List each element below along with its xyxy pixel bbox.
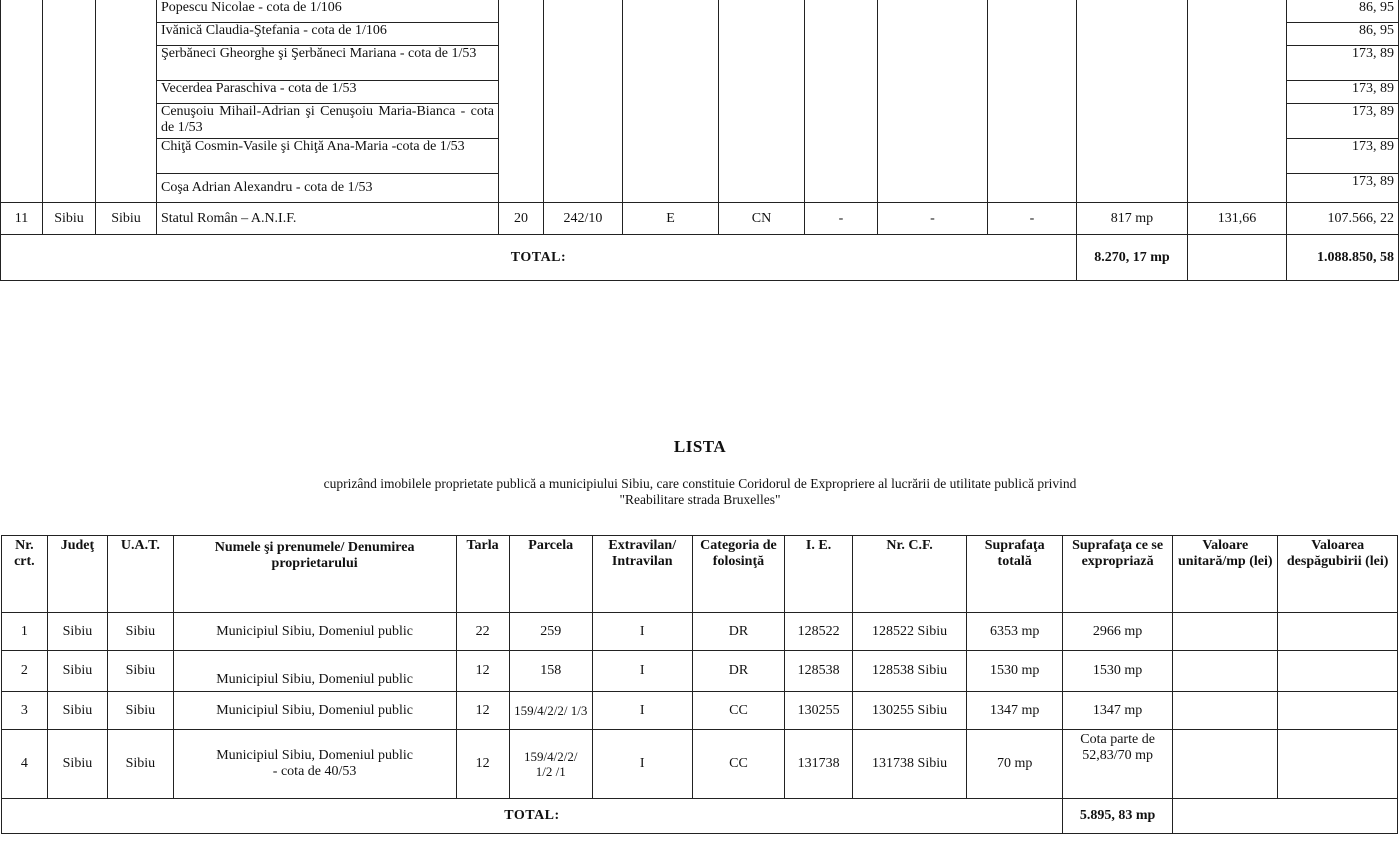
owner-name: Statul Român – A.N.I.F.: [157, 203, 499, 235]
total-row: [1, 235, 1399, 281]
total-label: TOTAL:: [2, 799, 1063, 834]
unit-value-cell: [1173, 730, 1278, 799]
owner-name: Municipiul Sibiu, Domeniul public - cota de 40/53: [173, 730, 456, 799]
header-owner: Numele şi prenumele/ Denumirea proprietarului: [173, 536, 456, 613]
header-uat: U.A.T.: [108, 536, 174, 613]
categoria-cell: CC: [692, 730, 785, 799]
total-row: [2, 799, 1398, 834]
surface-expropriated-cell: 2966 mp: [1062, 613, 1172, 651]
header-compensation: Valoarea despăgubirii (lei): [1278, 536, 1398, 613]
total-surface: 5.895, 83 mp: [1062, 799, 1172, 834]
categoria-cell: DR: [692, 651, 785, 692]
surface-total-cell: 1530 mp: [967, 651, 1063, 692]
extravilan-cell: I: [592, 730, 692, 799]
owner-value: 86, 95: [1287, 23, 1399, 46]
parcela-cell: 242/10: [544, 203, 623, 235]
owner-name: Ivănică Claudia-Ştefania - cota de 1/106: [157, 23, 499, 46]
nr-cell: 2: [2, 651, 48, 692]
nr-cell: 11: [1, 203, 43, 235]
nr-cell: [1, 0, 43, 203]
judet-cell: [43, 0, 96, 203]
unit-value-cell: [1173, 613, 1278, 651]
cf-cell: 130255 Sibiu: [852, 692, 966, 730]
extravilan-cell: I: [592, 613, 692, 651]
extravilan-cell: I: [592, 651, 692, 692]
document-subtitle: [0, 476, 1400, 508]
header-tarla: Tarla: [456, 536, 509, 613]
tarla-cell: 12: [456, 730, 509, 799]
surface-expropriated-cell: Cota parte de 52,83/70 mp: [1062, 730, 1172, 799]
table-row: [2, 613, 1398, 651]
uat-cell: Sibiu: [108, 613, 174, 651]
total-label: TOTAL:: [1, 235, 1077, 281]
judet-cell: Sibiu: [47, 730, 107, 799]
owner-value: 173, 89: [1287, 104, 1399, 139]
public-property-table: [1, 535, 1398, 834]
subtitle-line-1: cuprizând imobilele proprietate publică a municipiului Sibiu, care constituie Coridorul de Expropriere al lucrării de utilitate publică privind: [323, 476, 1077, 491]
compensation-cell: [1278, 692, 1398, 730]
nr-cell: 3: [2, 692, 48, 730]
parcela-cell: 159/4/2/2/ 1/2 /1: [509, 730, 592, 799]
header-surface-total: Suprafaţa totală: [967, 536, 1063, 613]
ie-cell: 130255: [785, 692, 853, 730]
header-ie: I. E.: [785, 536, 853, 613]
compensation-cell: [1278, 730, 1398, 799]
ie-cell: 128522: [785, 613, 853, 651]
owner-value: 173, 89: [1287, 139, 1399, 174]
judet-cell: Sibiu: [47, 651, 107, 692]
table-row: [2, 730, 1398, 799]
cf-cell: 131738 Sibiu: [852, 730, 966, 799]
owner-name: Coşa Adrian Alexandru - cota de 1/53: [157, 174, 499, 203]
extravilan-cell: I: [592, 692, 692, 730]
owner-name: Municipiul Sibiu, Domeniul public: [173, 651, 456, 692]
parcela-cell: 259: [509, 613, 592, 651]
total-value: 1.088.850, 58: [1287, 235, 1399, 281]
ie-cell: 131738: [785, 730, 853, 799]
header-parcela: Parcela: [509, 536, 592, 613]
surface-expropriated-cell: 817 mp: [1077, 203, 1188, 235]
total-surface: 8.270, 17 mp: [1077, 235, 1188, 281]
cf-cell: 128538 Sibiu: [852, 651, 966, 692]
ie-cell: 128538: [785, 651, 853, 692]
surface-expropriated-cell: 1530 mp: [1062, 651, 1172, 692]
owner-name: Municipiul Sibiu, Domeniul public: [173, 692, 456, 730]
owner-value: 173, 89: [1287, 46, 1399, 81]
cf-cell: 128522 Sibiu: [852, 613, 966, 651]
tarla-cell: 22: [456, 613, 509, 651]
header-surface-expropriated: Suprafaţa ce se expropriază: [1062, 536, 1172, 613]
owner-name: Popescu Nicolae - cota de 1/106: [157, 0, 499, 23]
header-extravilan: Extravilan/ Intravilan: [592, 536, 692, 613]
owner-name: Şerbăneci Gheorghe şi Şerbăneci Mariana - cota de 1/53: [157, 46, 499, 81]
parcela-cell: 158: [509, 651, 592, 692]
table-row: [1, 0, 1399, 23]
uat-cell: Sibiu: [108, 730, 174, 799]
subtitle-line-2: "Reabilitare strada Bruxelles": [619, 492, 781, 507]
surface-total-cell: 1347 mp: [967, 692, 1063, 730]
header-cf: Nr. C.F.: [852, 536, 966, 613]
parcela-cell: 159/4/2/2/ 1/3: [509, 692, 592, 730]
surface-total-cell: 6353 mp: [967, 613, 1063, 651]
unit-value-cell: [1173, 692, 1278, 730]
header-judet: Judeţ: [47, 536, 107, 613]
tarla-cell: 20: [499, 203, 544, 235]
document-title: LISTA: [673, 437, 727, 456]
surface-expropriated-cell: 1347 mp: [1062, 692, 1172, 730]
judet-cell: Sibiu: [43, 203, 96, 235]
categoria-cell: CC: [692, 692, 785, 730]
categoria-cell: DR: [692, 613, 785, 651]
table-row: [1, 203, 1399, 235]
header-nr: Nr. crt.: [2, 536, 48, 613]
cf-cell: -: [878, 203, 988, 235]
owner-name: Municipiul Sibiu, Domeniul public: [173, 613, 456, 651]
unit-value-cell: 131,66: [1188, 203, 1287, 235]
owner-value: 173, 89: [1287, 174, 1399, 203]
uat-cell: Sibiu: [96, 203, 157, 235]
header-categoria: Categoria de folosinţă: [692, 536, 785, 613]
tarla-cell: 12: [456, 692, 509, 730]
nr-cell: 1: [2, 613, 48, 651]
compensation-cell: 107.566, 22: [1287, 203, 1399, 235]
categoria-cell: CN: [719, 203, 805, 235]
surface-total-cell: -: [988, 203, 1077, 235]
unit-value-cell: [1173, 651, 1278, 692]
table-row: [2, 651, 1398, 692]
compensation-cell: [1278, 651, 1398, 692]
header-unit-value: Valoare unitară/mp (lei): [1173, 536, 1278, 613]
owner-value: 173, 89: [1287, 81, 1399, 104]
judet-cell: Sibiu: [47, 613, 107, 651]
compensation-cell: [1278, 613, 1398, 651]
surface-total-cell: 70 mp: [967, 730, 1063, 799]
judet-cell: Sibiu: [47, 692, 107, 730]
owner-name: Cenuşoiu Mihail-Adrian şi Cenuşoiu Maria-Bianca - cota de 1/53: [157, 104, 499, 139]
table-row: [2, 692, 1398, 730]
nr-cell: 4: [2, 730, 48, 799]
header-row: [2, 536, 1398, 613]
uat-cell: Sibiu: [108, 651, 174, 692]
owner-value: 86, 95: [1287, 0, 1399, 23]
expropriation-table-continued: [0, 0, 1399, 281]
ie-cell: -: [805, 203, 878, 235]
extravilan-cell: E: [623, 203, 719, 235]
owner-name: Chiţă Cosmin-Vasile şi Chiţă Ana-Maria -cota de 1/53: [157, 139, 499, 174]
tarla-cell: 12: [456, 651, 509, 692]
owner-name: Vecerdea Paraschiva - cota de 1/53: [157, 81, 499, 104]
uat-cell: [96, 0, 157, 203]
uat-cell: Sibiu: [108, 692, 174, 730]
